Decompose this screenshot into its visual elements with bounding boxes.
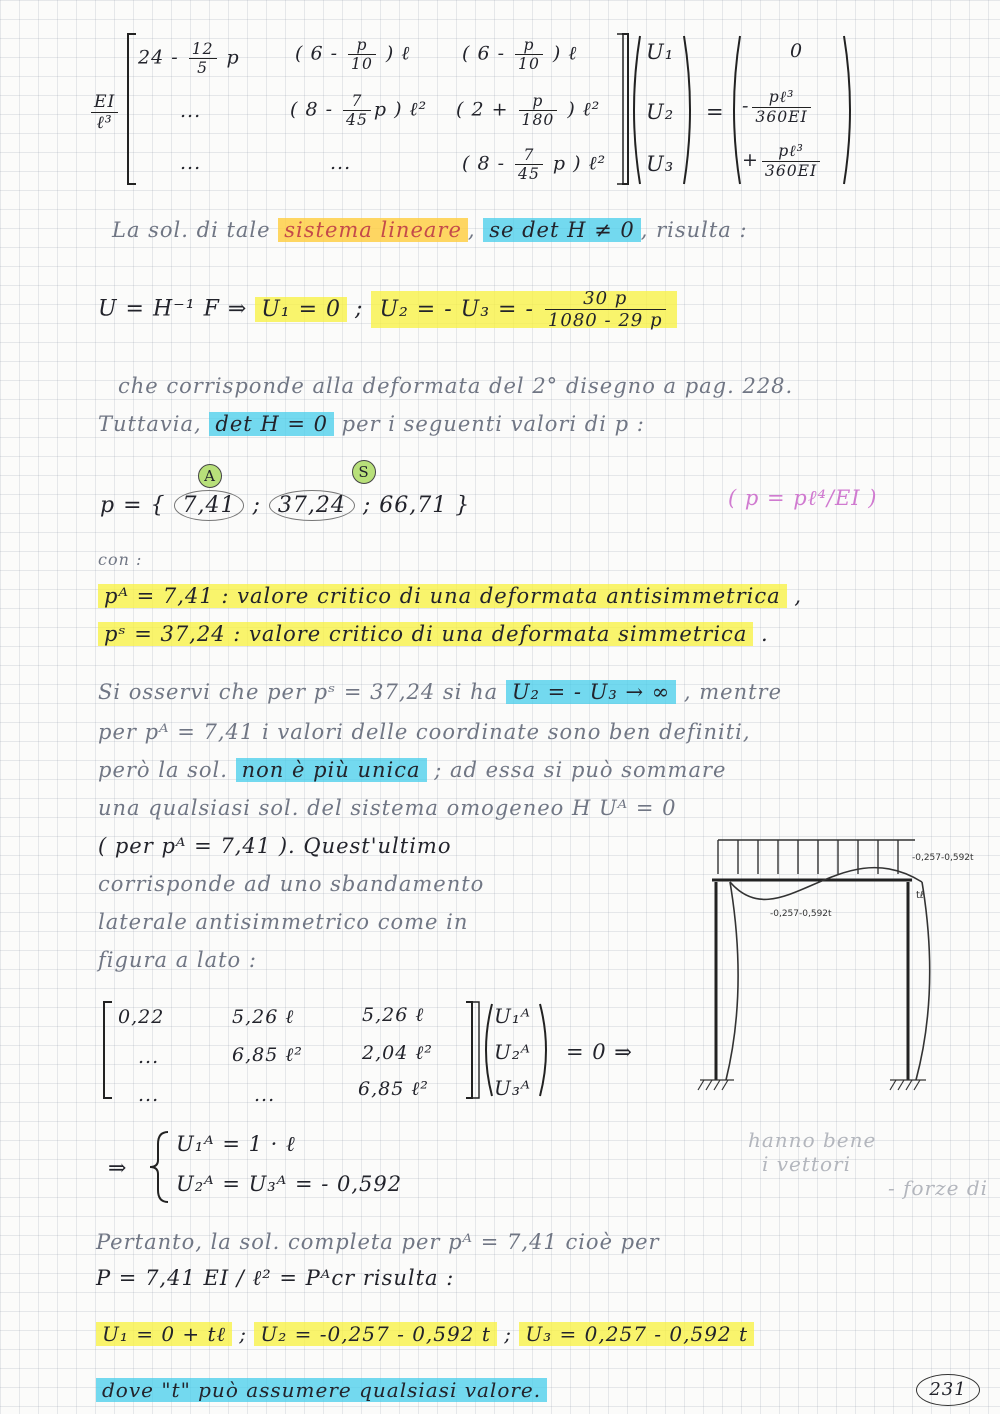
label-top: -0,257-0,592t bbox=[912, 853, 974, 863]
para-line-3 bbox=[98, 758, 726, 782]
m1-r3c1: ... bbox=[180, 152, 202, 174]
m1-r1c1-num: 12 bbox=[189, 40, 217, 59]
m1-r3c3-num: 7 bbox=[515, 146, 543, 165]
m1-r1c3-post: ) ℓ bbox=[545, 42, 578, 65]
para-l1a: Si osservi che per pˢ = 37,24 si ha bbox=[98, 680, 506, 704]
last-line bbox=[96, 1378, 547, 1402]
solution-formula bbox=[98, 288, 677, 331]
m1-r1c2-post: ) ℓ bbox=[378, 42, 411, 65]
m1-rhs2 bbox=[742, 88, 814, 126]
page-number: 231 bbox=[916, 1374, 980, 1406]
m1-r1c3-pre: ( 6 - bbox=[462, 42, 513, 65]
m1-r3c2: ... bbox=[330, 152, 352, 174]
m2-r3c3: 6,85 ℓ² bbox=[358, 1078, 429, 1100]
m1-r2c3-den: 180 bbox=[521, 111, 555, 129]
m2-r1c2: 5,26 ℓ bbox=[232, 1006, 295, 1028]
value-pA: 7,41 bbox=[174, 490, 245, 521]
para-line-2: per pᴬ = 7,41 i valori delle coordinate sono ben definiti, bbox=[98, 720, 751, 744]
para-l3a: però la sol. bbox=[98, 758, 236, 782]
reference-line: che corrisponde alla deformata del 2° disegno a pag. 228. bbox=[118, 374, 794, 398]
m1-r2c2-pre: ( 8 - bbox=[290, 98, 341, 121]
u2-frac-den: 1080 - 29 p bbox=[547, 310, 663, 331]
m1-rhs2-sign: - bbox=[742, 95, 750, 117]
with-label: con : bbox=[98, 550, 143, 569]
result-u2: U₂ = -0,257 - 0,592 t bbox=[254, 1322, 496, 1346]
label-mid: -0,257-0,592t bbox=[770, 909, 832, 919]
highlight-antisymmetric-critical: pᴬ = 7,41 : valore critico di una deformata antisimmetrica bbox=[98, 584, 787, 608]
m1-r2c3-post: ) ℓ² bbox=[560, 98, 601, 121]
m1-r3c3-den: 45 bbox=[518, 165, 540, 183]
highlight-divergence: U₂ = - U₃ → ∞ bbox=[506, 680, 676, 704]
ground-hatching bbox=[698, 1080, 926, 1090]
result-sep2: ; bbox=[496, 1322, 520, 1346]
m1-r2c3 bbox=[456, 92, 600, 129]
m2-u2: U₂ᴬ bbox=[494, 1040, 531, 1064]
deformed-right-column bbox=[916, 882, 930, 1080]
final-line-2: P = 7,41 EI / ℓ² = Pᴬcr risulta : bbox=[96, 1266, 455, 1290]
para-line-8: figura a lato : bbox=[98, 948, 257, 972]
p-set-rest: ; 66,71 } bbox=[354, 493, 471, 518]
m1-r2c3-num: p bbox=[519, 92, 558, 111]
m1-rhs3 bbox=[742, 142, 823, 180]
value-pS: 37,24 bbox=[269, 490, 355, 521]
note-line-2: i vettori bbox=[762, 1152, 851, 1176]
m2-r1c3: 5,26 ℓ bbox=[362, 1004, 425, 1026]
m2-r3c1: ... bbox=[138, 1084, 160, 1106]
factor-numerator: EI bbox=[91, 92, 118, 113]
antisymmetric-line bbox=[98, 584, 802, 608]
m1-r1c3-num: p bbox=[515, 36, 543, 55]
frame-buckling-figure bbox=[690, 830, 995, 1100]
m1-u3: U₃ bbox=[646, 152, 675, 176]
m1-r2c2-post: p ) ℓ² bbox=[373, 98, 428, 121]
tag-antisymmetric: A bbox=[198, 464, 222, 488]
m1-r1c1-text: 24 - bbox=[138, 46, 186, 69]
line2-sep: ; bbox=[347, 296, 372, 322]
m2-r2c1: ... bbox=[138, 1046, 160, 1068]
line1-result: , risulta : bbox=[640, 218, 748, 242]
m1-rhs3-num: pℓ³ bbox=[762, 142, 820, 162]
m1-r2c2-num: 7 bbox=[343, 92, 371, 111]
m1-u2: U₂ bbox=[646, 100, 675, 124]
m1-r1c1 bbox=[138, 40, 240, 77]
final-solution-line bbox=[96, 1322, 754, 1347]
highlight-symmetric-critical: pˢ = 37,24 : valore critico di una deformata simmetrica bbox=[98, 622, 753, 646]
m2-r1c1: 0,22 bbox=[118, 1006, 165, 1028]
result-u1: U₁ = 0 + tℓ bbox=[96, 1322, 232, 1346]
m2-rhs: = 0 ⇒ bbox=[566, 1040, 633, 1064]
m1-equals: = bbox=[706, 100, 725, 124]
matrix-factor bbox=[88, 92, 121, 133]
line4-text: Tuttavia, bbox=[98, 412, 210, 436]
m1-r1c3 bbox=[462, 36, 577, 73]
p-set-open: p = { bbox=[100, 493, 166, 518]
system-eq1: U₁ᴬ = 1 · ℓ bbox=[176, 1132, 296, 1156]
m1-rhs1: 0 bbox=[790, 40, 804, 62]
m1-r2c1: ... bbox=[180, 100, 202, 122]
para-l1c: , mentre bbox=[676, 680, 783, 704]
para-line-7: laterale antisimmetrico come in bbox=[98, 910, 469, 934]
m1-r1c2 bbox=[295, 36, 410, 73]
para-line-4: una qualsiasi sol. del sistema omogeneo H Uᴬ = 0 bbox=[98, 796, 677, 820]
highlight-u1-zero: U₁ = 0 bbox=[255, 297, 347, 322]
m1-r1c3-den: 10 bbox=[518, 55, 540, 73]
line1-text: La sol. di tale bbox=[112, 218, 279, 242]
u2-frac-num: 30 p bbox=[545, 288, 666, 310]
system-eq2: U₂ᴬ = U₃ᴬ = - 0,592 bbox=[176, 1172, 403, 1196]
para-line-5: ( per pᴬ = 7,41 ). Quest'ultimo bbox=[98, 834, 452, 858]
p-set-sep: ; bbox=[244, 493, 269, 518]
highlight-det-condition: se det H ≠ 0 bbox=[483, 218, 641, 242]
symmetric-line bbox=[98, 622, 769, 646]
line1-comma: , bbox=[467, 218, 484, 242]
deformed-beam bbox=[730, 868, 925, 901]
m1-rhs3-den: 360EI bbox=[764, 162, 818, 180]
highlight-det-zero: det H = 0 bbox=[209, 412, 334, 436]
m1-r2c2 bbox=[290, 92, 427, 129]
deformed-left-column bbox=[726, 882, 738, 1080]
m1-r3c3 bbox=[462, 146, 606, 183]
m1-r1c1-den: 5 bbox=[197, 59, 209, 77]
m1-u1: U₁ bbox=[646, 40, 675, 64]
result-sep1: ; bbox=[231, 1322, 255, 1346]
system-arrow: ⇒ bbox=[108, 1156, 128, 1181]
system-brace bbox=[148, 1130, 172, 1204]
solution-statement bbox=[112, 218, 748, 242]
highlight-linear-system: sistema lineare bbox=[278, 218, 468, 242]
m1-r2c3-pre: ( 2 + bbox=[456, 98, 516, 121]
final-line-1: Pertanto, la sol. completa per pᴬ = 7,41 cioè per bbox=[96, 1230, 660, 1254]
m1-rhs2-num: pℓ³ bbox=[752, 88, 810, 108]
m2-u1: U₁ᴬ bbox=[494, 1004, 531, 1028]
result-u3: U₃ = 0,257 - 0,592 t bbox=[519, 1322, 754, 1346]
m1-r1c2-den: 10 bbox=[351, 55, 373, 73]
pencil-note bbox=[748, 1128, 988, 1200]
m1-r1c1-tail: p bbox=[219, 46, 240, 69]
u2-u3-expression: U₂ = - U₃ = - bbox=[379, 296, 542, 322]
m2-r3c2: ... bbox=[254, 1084, 276, 1106]
highlight-any-value: dove "t" può assumere qualsiasi valore. bbox=[96, 1378, 547, 1402]
para-line-6: corrisponde ad uno sbandamento bbox=[98, 872, 485, 896]
highlight-not-unique: non è più unica bbox=[236, 758, 427, 782]
m1-r3c3-post: p ) ℓ² bbox=[545, 152, 607, 175]
line7-comma: , bbox=[786, 584, 803, 608]
m1-r1c2-num: p bbox=[348, 36, 376, 55]
note-line-3: - forze di bbox=[888, 1176, 989, 1200]
m1-r3c3-pre: ( 8 - bbox=[462, 152, 513, 175]
line4-tail: per i seguenti valori di p : bbox=[334, 412, 645, 436]
m2-u3: U₃ᴬ bbox=[494, 1076, 531, 1100]
m1-r1c2-pre: ( 6 - bbox=[295, 42, 346, 65]
line2-text: U = H⁻¹ F ⇒ bbox=[98, 296, 256, 322]
p-definition: ( p = pℓ⁴/EI ) bbox=[728, 486, 878, 510]
note-line-1: hanno bene bbox=[748, 1128, 877, 1152]
para-l3c: ; ad essa si può sommare bbox=[426, 758, 727, 782]
line8-period: . bbox=[753, 622, 769, 646]
para-line-1 bbox=[98, 680, 782, 704]
m1-rhs3-sign: + bbox=[742, 149, 759, 171]
m1-rhs2-den: 360EI bbox=[755, 108, 808, 126]
label-t: tℓ bbox=[916, 890, 925, 901]
tag-symmetric: S bbox=[352, 460, 376, 484]
m1-r2c2-den: 45 bbox=[346, 111, 368, 129]
m2-r2c2: 6,85 ℓ² bbox=[232, 1044, 303, 1066]
factor-denominator: ℓ³ bbox=[96, 113, 113, 133]
however-line bbox=[98, 412, 645, 436]
m2-r2c3: 2,04 ℓ² bbox=[362, 1042, 433, 1064]
